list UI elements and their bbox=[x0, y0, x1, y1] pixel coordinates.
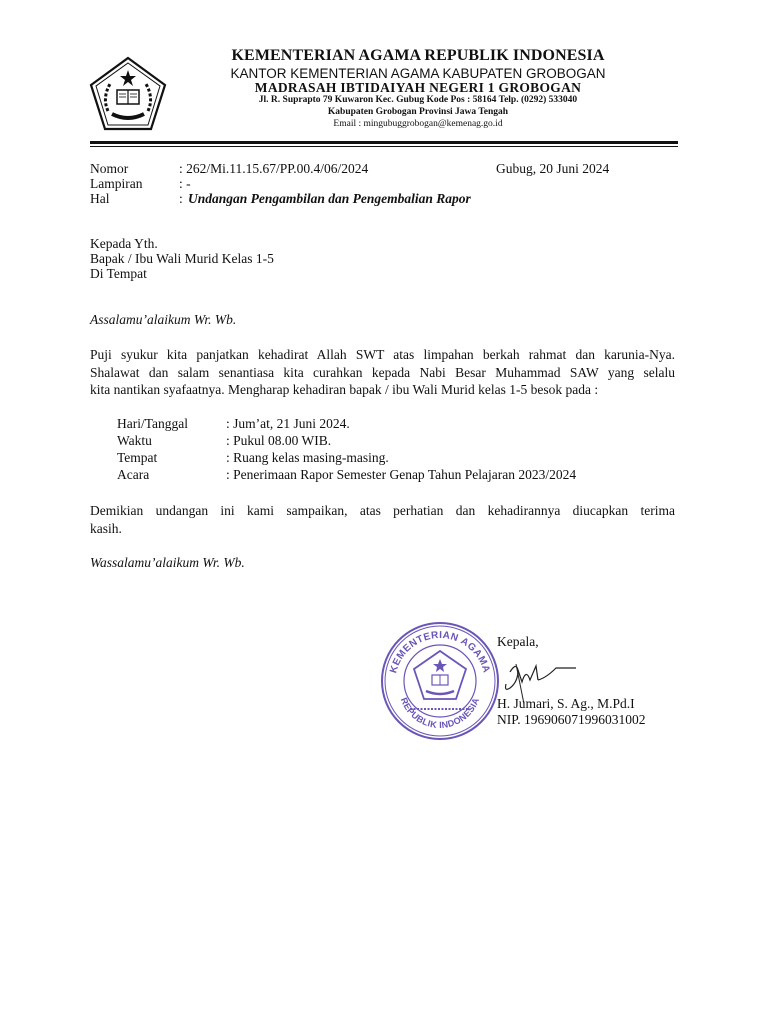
hal-label: Hal bbox=[90, 191, 110, 206]
recipient-name: Bapak / Ibu Wali Murid Kelas 1-5 bbox=[90, 251, 274, 266]
letterhead-divider-thick bbox=[90, 141, 678, 144]
nomor-label: Nomor bbox=[90, 161, 129, 176]
detail-label-date: Hari/Tanggal bbox=[117, 416, 189, 431]
detail-value-time: : Pukul 08.00 WIB. bbox=[226, 433, 332, 448]
signatory-name: H. Jumari, S. Ag., M.Pd.I bbox=[497, 696, 635, 711]
detail-value-place: : Ruang kelas masing-masing. bbox=[226, 450, 389, 465]
detail-label-event: Acara bbox=[117, 467, 150, 482]
paragraph-closing-line: kasih. bbox=[90, 520, 122, 536]
recipient-place: Di Tempat bbox=[90, 266, 147, 281]
kemenag-logo-icon bbox=[88, 56, 168, 132]
paragraph-intro-line: Shalawat dan salam senantiasa kita curahkan kepada Nabi Besar Muhammad SAW yang selalu bbox=[90, 364, 675, 380]
paragraph-intro-line: kita nantikan syafaatnya. Mengharap kehadiran bapak / ibu Wali Murid kelas 1-5 besok pada : bbox=[90, 382, 599, 397]
paragraph-intro bbox=[90, 346, 675, 399]
hal-colon: : bbox=[179, 191, 183, 206]
letterhead-school: MADRASAH IBTIDAIYAH NEGERI 1 GROBOGAN bbox=[254, 80, 582, 95]
letterhead-office: KANTOR KEMENTERIAN AGAMA KABUPATEN GROBOGAN bbox=[230, 66, 606, 81]
stamp-text-top: KEMENTERIAN AGAMA bbox=[388, 629, 492, 675]
opening-greeting: Assalamu’alaikum Wr. Wb. bbox=[90, 312, 237, 327]
detail-label-time: Waktu bbox=[117, 433, 152, 448]
official-stamp-icon bbox=[378, 617, 502, 741]
hal-value: Undangan Pengambilan dan Pengembalian Rapor bbox=[188, 191, 471, 206]
paragraph-closing bbox=[90, 502, 675, 537]
paragraph-intro-line: Puji syukur kita panjatkan kehadirat Allah SWT atas limpahan berkah rahmat dan karunia-Nya. bbox=[90, 347, 675, 362]
closing-greeting: Wassalamu’alaikum Wr. Wb. bbox=[90, 555, 245, 570]
letterhead-ministry: KEMENTERIAN AGAMA REPUBLIK INDONESIA bbox=[231, 47, 605, 64]
stamp-text-bottom: REPUBLIK INDONESIA bbox=[398, 696, 482, 731]
letterhead-address: Jl. R. Suprapto 79 Kuwaron Kec. Gubug Kode Pos : 58164 Telp. (0292) 533040 bbox=[258, 95, 578, 105]
letterhead-divider-thin bbox=[90, 146, 678, 147]
lampiran-label: Lampiran bbox=[90, 176, 143, 191]
letter-date: Gubug, 20 Juni 2024 bbox=[496, 161, 610, 176]
signatory-title: Kepala, bbox=[497, 634, 539, 649]
recipient-salutation: Kepada Yth. bbox=[90, 236, 158, 251]
lampiran-value: : - bbox=[179, 176, 191, 191]
detail-value-event: : Penerimaan Rapor Semester Genap Tahun Pelajaran 2023/2024 bbox=[226, 467, 577, 482]
detail-value-date: : Jum’at, 21 Juni 2024. bbox=[226, 416, 350, 431]
letterhead-region: Kabupaten Grobogan Provinsi Jawa Tengah bbox=[327, 107, 509, 117]
paragraph-closing-line: Demikian undangan ini kami sampaikan, atas perhatian dan kehadirannya diucapkan terima bbox=[90, 503, 675, 518]
letterhead-email: Email : mingubuggrobogan@kemenag.go.id bbox=[333, 119, 503, 129]
svg-text:REPUBLIK INDONESIA bbox=[399, 696, 481, 730]
signatory-nip: NIP. 196906071996031002 bbox=[497, 712, 646, 727]
nomor-value: : 262/Mi.11.15.67/PP.00.4/06/2024 bbox=[179, 161, 369, 176]
detail-label-place: Tempat bbox=[117, 450, 158, 465]
